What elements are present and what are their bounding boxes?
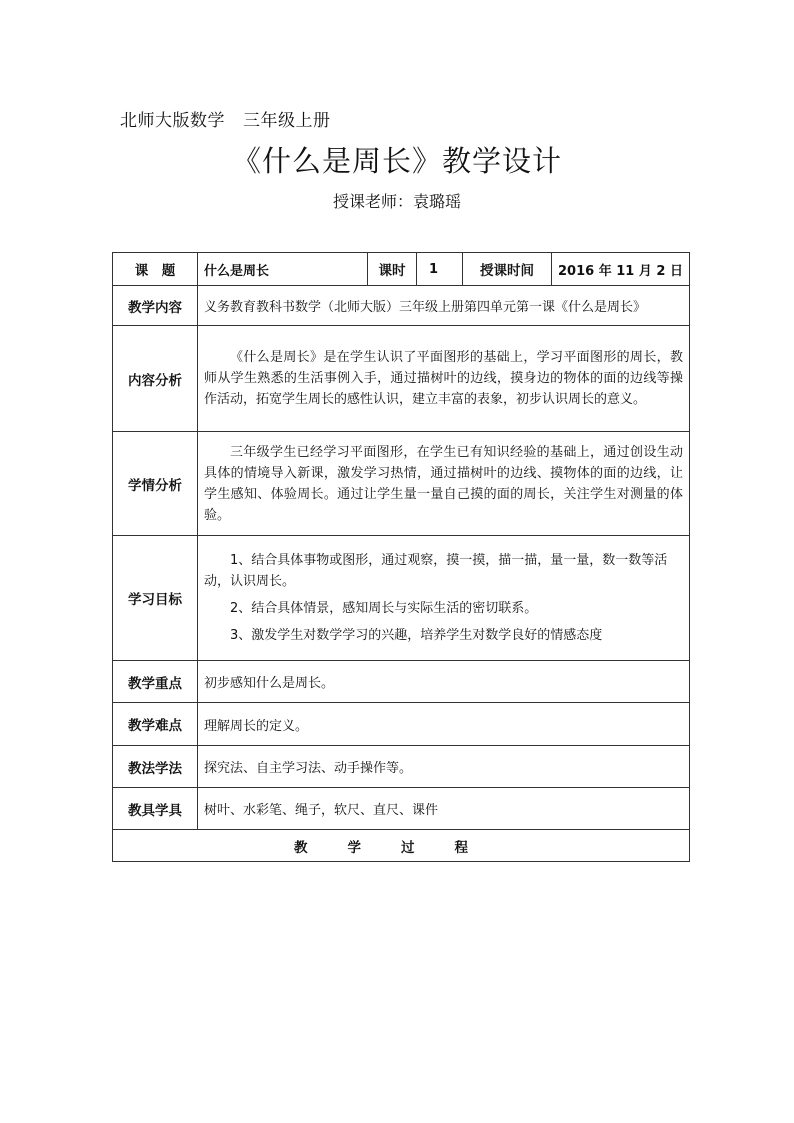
period-label: 课时 xyxy=(368,253,417,286)
table-row xyxy=(113,661,690,703)
period-value: 1 xyxy=(417,253,463,286)
goal-item: 2、结合具体情景，感知周长与实际生活的密切联系。 xyxy=(230,601,538,616)
table-row xyxy=(113,746,690,788)
process-heading: 教学过程 xyxy=(113,830,690,862)
row-label: 教学内容 xyxy=(113,286,198,326)
goals-cell xyxy=(198,536,690,661)
publisher-subject: 北师大版数学 xyxy=(120,111,225,131)
row-label: 教学难点 xyxy=(113,703,198,746)
goal-item: 3、激发学生对数学学习的兴趣，培养学生对数学良好的情感态度 xyxy=(230,628,603,643)
table-row xyxy=(113,830,690,862)
grade-volume: 三年级上册 xyxy=(243,111,331,131)
row-label: 教学重点 xyxy=(113,661,198,703)
document-header xyxy=(120,106,331,131)
goal-item: 1、结合具体事物或图形，通过观察，摸一摸，描一描，量一量，数一数等活动，认识周长。 xyxy=(204,553,668,589)
table-row xyxy=(113,536,690,661)
time-value: 2016 年 11 月 2 日 xyxy=(552,253,690,286)
table-row xyxy=(113,432,690,536)
table-row xyxy=(113,788,690,830)
row-text: 义务教育教科书数学（北师大版）三年级上册第四单元第一课《什么是周长》 xyxy=(198,286,690,326)
table-row xyxy=(113,326,690,432)
topic-label: 课 题 xyxy=(113,253,198,286)
row-text: 初步感知什么是周长。 xyxy=(198,661,690,703)
row-text: 树叶、水彩笔、绳子，软尺、直尺、课件 xyxy=(198,788,690,830)
row-label: 教法学法 xyxy=(113,746,198,788)
row-text: 《什么是周长》是在学生认识了平面图形的基础上，学习平面图形的周长，教师从学生熟悉的生活事例入手，通过描树叶的边线，摸身边的物体的面的边线等操作活动，拓宽学生周长的感性认识，建立丰富的表象，初步认识周长的意义。 xyxy=(198,326,690,432)
row-label: 内容分析 xyxy=(113,326,198,432)
row-label: 学情分析 xyxy=(113,432,198,536)
document-title: 《什么是周长》教学设计 xyxy=(231,144,562,178)
teacher-line: 授课老师：袁璐瑶 xyxy=(332,192,461,211)
table-row xyxy=(113,703,690,746)
table-row xyxy=(113,253,690,286)
row-text: 理解周长的定义。 xyxy=(198,703,690,746)
row-label: 学习目标 xyxy=(113,536,198,661)
topic-value: 什么是周长 xyxy=(198,253,368,286)
table-row xyxy=(113,286,690,326)
row-text: 探究法、自主学习法、动手操作等。 xyxy=(198,746,690,788)
row-label: 教具学具 xyxy=(113,788,198,830)
time-label: 授课时间 xyxy=(463,253,552,286)
lesson-plan-table xyxy=(112,252,690,862)
row-text: 三年级学生已经学习平面图形，在学生已有知识经验的基础上，通过创设生动具体的情境导入新课，激发学习热情，通过描树叶的边线、摸物体的面的边线，让学生感知、体验周长。通过让学生量一量自己摸的面的周长，关注学生对测量的体验。 xyxy=(198,432,690,536)
